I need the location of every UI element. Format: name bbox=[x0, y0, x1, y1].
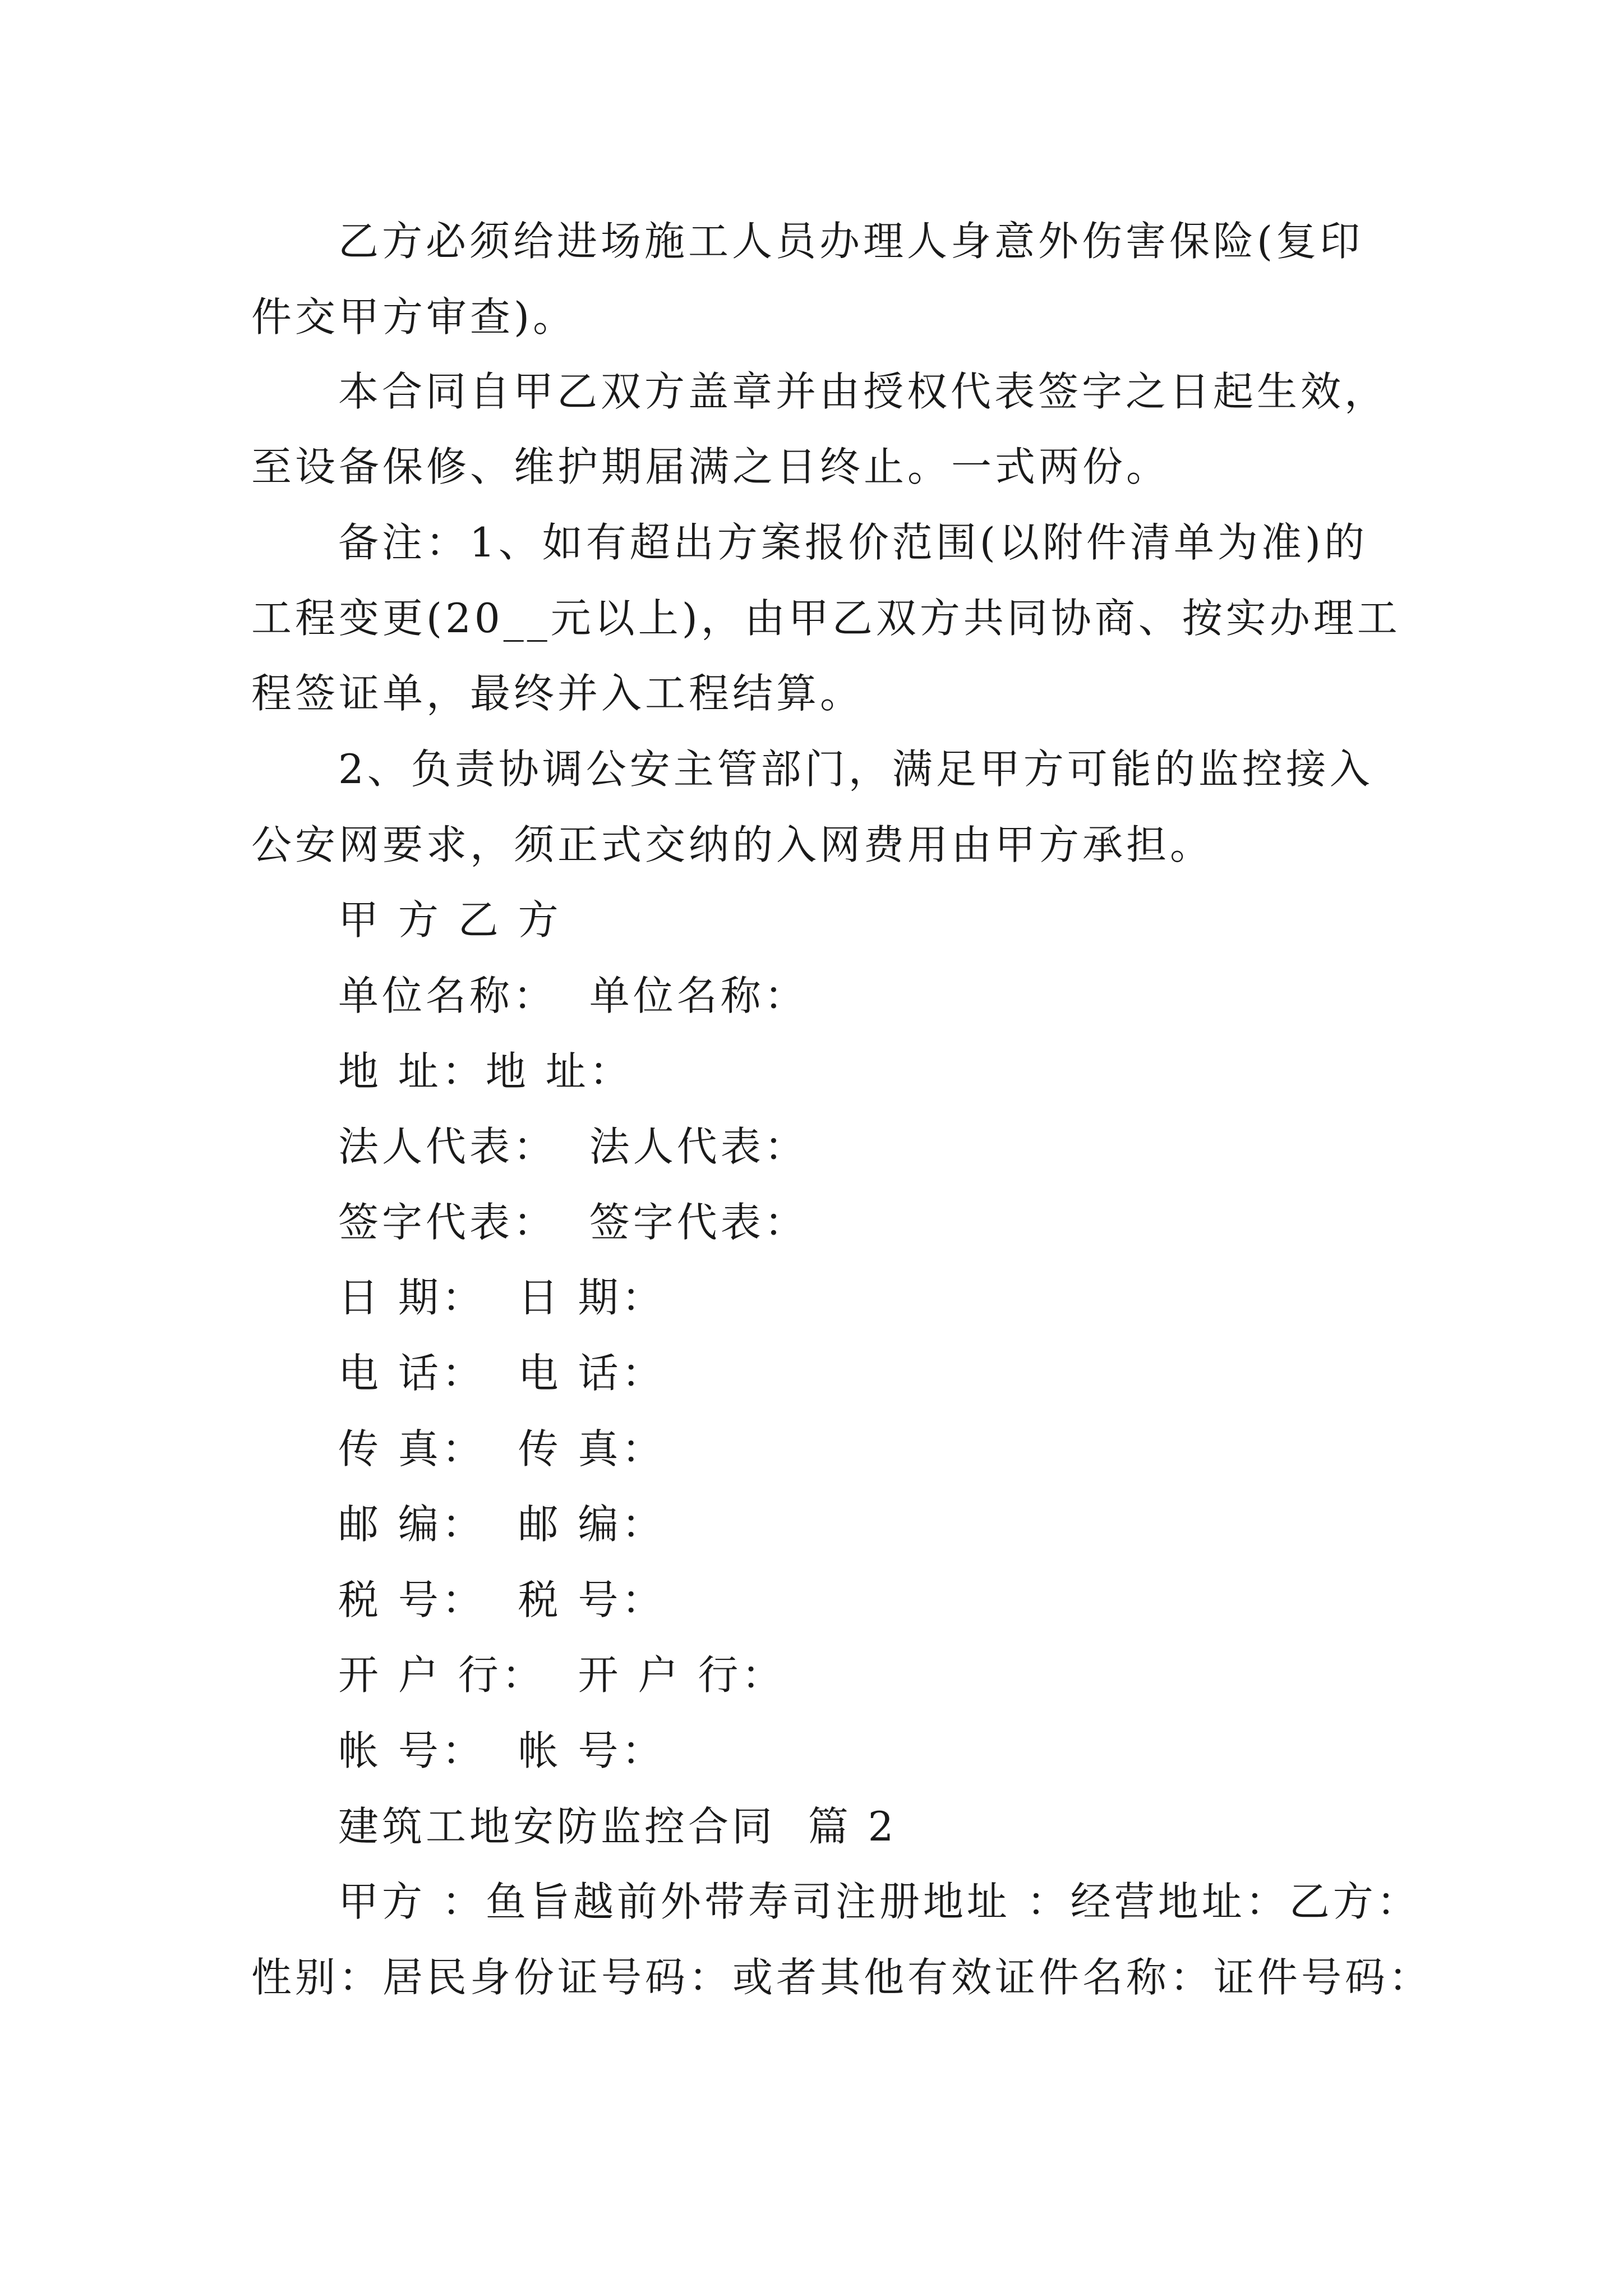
signature-field: 帐 号： 帐 号： bbox=[338, 1727, 666, 1774]
signature-field: 电 话： 电 话： bbox=[338, 1350, 666, 1397]
paragraph-line: 2、负责协调公安主管部门，满足甲方可能的监控接入 bbox=[338, 746, 1373, 793]
signature-field: 传 真： 传 真： bbox=[338, 1425, 666, 1473]
paragraph-line: 本合同自甲乙双方盖章并由授权代表签字之日起生效， bbox=[338, 368, 1389, 415]
paragraph-line: 性别：居民身份证号码：或者其他有效证件名称：证件号码： bbox=[251, 1954, 1433, 2001]
signature-field: 邮 编： 邮 编： bbox=[338, 1501, 666, 1548]
signature-field: 地 址：地 址： bbox=[338, 1048, 633, 1095]
signature-field: 开 户 行： 开 户 行： bbox=[338, 1651, 786, 1699]
section-title: 建筑工地安防监控合同 篇 2 bbox=[338, 1803, 897, 1850]
signature-field: 签字代表： 签字代表： bbox=[338, 1199, 808, 1246]
paragraph-line: 程签证单，最终并入工程结算。 bbox=[251, 670, 864, 717]
paragraph-line: 件交甲方审查)。 bbox=[251, 293, 577, 341]
paragraph-line: 备注：1、如有超出方案报价范围(以附件清单为准)的 bbox=[338, 519, 1368, 566]
paragraph-line: 工程变更(20__元以上)，由甲乙双方共同协商、按实办理工 bbox=[251, 595, 1401, 642]
signature-field: 税 号： 税 号： bbox=[338, 1576, 666, 1623]
paragraph-line: 公安网要求，须正式交纳的入网费用由甲方承担。 bbox=[251, 821, 1214, 868]
signature-field: 单位名称： 单位名称： bbox=[338, 972, 808, 1019]
paragraph-line: 甲方 ：鱼旨越前外带寿司注册地址 ：经营地址：乙方： bbox=[338, 1878, 1421, 1925]
paragraph-line: 至设备保修、维护期届满之日终止。一式两份。 bbox=[251, 443, 1170, 490]
signature-header: 甲 方 乙 方 bbox=[338, 896, 562, 944]
signature-field: 日 期： 日 期： bbox=[338, 1274, 666, 1321]
paragraph-line: 乙方必须给进场施工人员办理人身意外伤害保险(复印 bbox=[338, 218, 1364, 265]
signature-field: 法人代表： 法人代表： bbox=[338, 1123, 808, 1170]
